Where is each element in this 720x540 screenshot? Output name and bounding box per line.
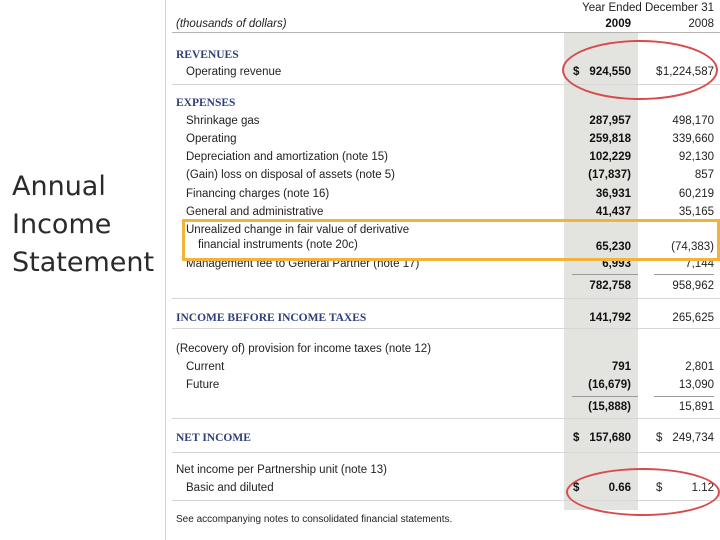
expense-value-2008: 857 <box>694 169 714 181</box>
net-income-dollar-2009: $ <box>573 432 580 444</box>
row-separator <box>172 328 720 329</box>
tax-value-2009: (16,679) <box>588 379 631 391</box>
revenue-value-2008: 1,224,587 <box>662 66 714 78</box>
income-before-taxes-label: INCOME BEFORE INCOME TAXES <box>176 312 367 324</box>
highlight-circle-per-unit <box>566 468 720 516</box>
row-separator <box>172 298 720 299</box>
expense-row-label: Financing charges (note 16) <box>186 188 330 200</box>
per-unit-2009: 0.66 <box>608 482 631 494</box>
header-rule <box>172 32 720 33</box>
income-statement <box>172 0 720 540</box>
expense-value-2009: 102,229 <box>589 151 631 163</box>
expense-row-label-continued: financial instruments (note 20c) <box>198 239 358 251</box>
net-income-label: NET INCOME <box>176 432 251 444</box>
subtotal-rule-2009 <box>572 396 638 397</box>
net-income-2008: 249,734 <box>672 432 714 444</box>
taxes-total-2009: (15,888) <box>588 401 631 413</box>
expense-value-2009: (17,837) <box>588 169 631 181</box>
expense-value-2009: 287,957 <box>589 115 631 127</box>
expense-value-2009: 41,437 <box>595 206 631 218</box>
column-header-2008: 2008 <box>688 18 714 30</box>
side-title-line-3: Statement <box>12 247 155 278</box>
units-note: (thousands of dollars) <box>176 18 287 30</box>
expenses-total-2009: 782,758 <box>589 280 631 292</box>
tax-value-2008: 13,090 <box>678 379 714 391</box>
expense-value-2008: 498,170 <box>672 115 714 127</box>
expense-value-2009: 6,993 <box>602 258 631 270</box>
expense-value-2008: 7,144 <box>685 258 714 270</box>
tax-row-label: Future <box>186 379 220 391</box>
expense-value-2009: 65,230 <box>595 241 631 253</box>
side-title-line-2: Income <box>12 209 112 240</box>
revenues-heading: REVENUES <box>176 49 239 61</box>
income-before-taxes-2008: 265,625 <box>672 312 714 324</box>
per-unit-label: Basic and diluted <box>186 482 274 494</box>
expenses-total-2008: 958,962 <box>672 280 714 292</box>
expense-row-label: Unrealized change in fair value of derivative <box>186 224 410 236</box>
expense-row-label: Shrinkage gas <box>186 115 260 127</box>
net-income-2009: 157,680 <box>589 432 631 444</box>
income-before-taxes-2009: 141,792 <box>589 312 631 324</box>
expense-value-2008: (74,383) <box>671 241 714 253</box>
period-header: Year Ended December 31 <box>582 2 714 14</box>
revenue-dollar-2008: $ <box>656 66 663 78</box>
expenses-heading: EXPENSES <box>176 97 236 109</box>
column-header-2009: 2009 <box>605 18 631 30</box>
per-unit-dollar-2008: $ <box>656 482 663 494</box>
expense-value-2009: 259,818 <box>589 133 631 145</box>
revenue-dollar-2009: $ <box>573 66 580 78</box>
expense-value-2008: 339,660 <box>672 133 714 145</box>
expense-value-2008: 60,219 <box>678 188 714 200</box>
side-title <box>12 168 154 282</box>
side-title-line-1: Annual <box>12 171 106 202</box>
expense-row-label: Depreciation and amortization (note 15) <box>186 151 389 163</box>
taxes-total-2008: 15,891 <box>678 401 714 413</box>
expense-value-2008: 92,130 <box>678 151 714 163</box>
highlight-box-derivative <box>182 219 720 261</box>
subtotal-rule-2008 <box>654 274 714 275</box>
revenue-value-2009: 924,550 <box>589 66 631 78</box>
subtotal-rule-2009 <box>572 274 638 275</box>
expense-row-label: Operating <box>186 133 237 145</box>
per-unit-2008: 1.12 <box>691 482 714 494</box>
tax-value-2009: 791 <box>611 361 631 373</box>
row-separator <box>172 418 720 419</box>
tax-row-label: Current <box>186 361 225 373</box>
expense-row-label: Management fee to General Partner (note 17) <box>186 258 420 270</box>
highlight-circle-revenue <box>562 40 718 100</box>
divider-line <box>165 0 166 540</box>
expense-value-2008: 35,165 <box>678 206 714 218</box>
tax-value-2008: 2,801 <box>685 361 714 373</box>
per-unit-heading: Net income per Partnership unit (note 13) <box>176 464 387 476</box>
expense-value-2009: 36,931 <box>595 188 631 200</box>
row-separator <box>172 452 720 453</box>
expense-row-label: (Gain) loss on disposal of assets (note 5) <box>186 169 396 181</box>
footnote: See accompanying notes to consolidated financial statements. <box>176 514 453 525</box>
revenue-row-label: Operating revenue <box>186 66 282 78</box>
subtotal-rule-2008 <box>654 396 714 397</box>
expense-row-label: General and administrative <box>186 206 324 218</box>
taxes-heading: (Recovery of) provision for income taxes (note 12) <box>176 343 432 355</box>
net-income-dollar-2008: $ <box>656 432 663 444</box>
per-unit-dollar-2009: $ <box>573 482 580 494</box>
